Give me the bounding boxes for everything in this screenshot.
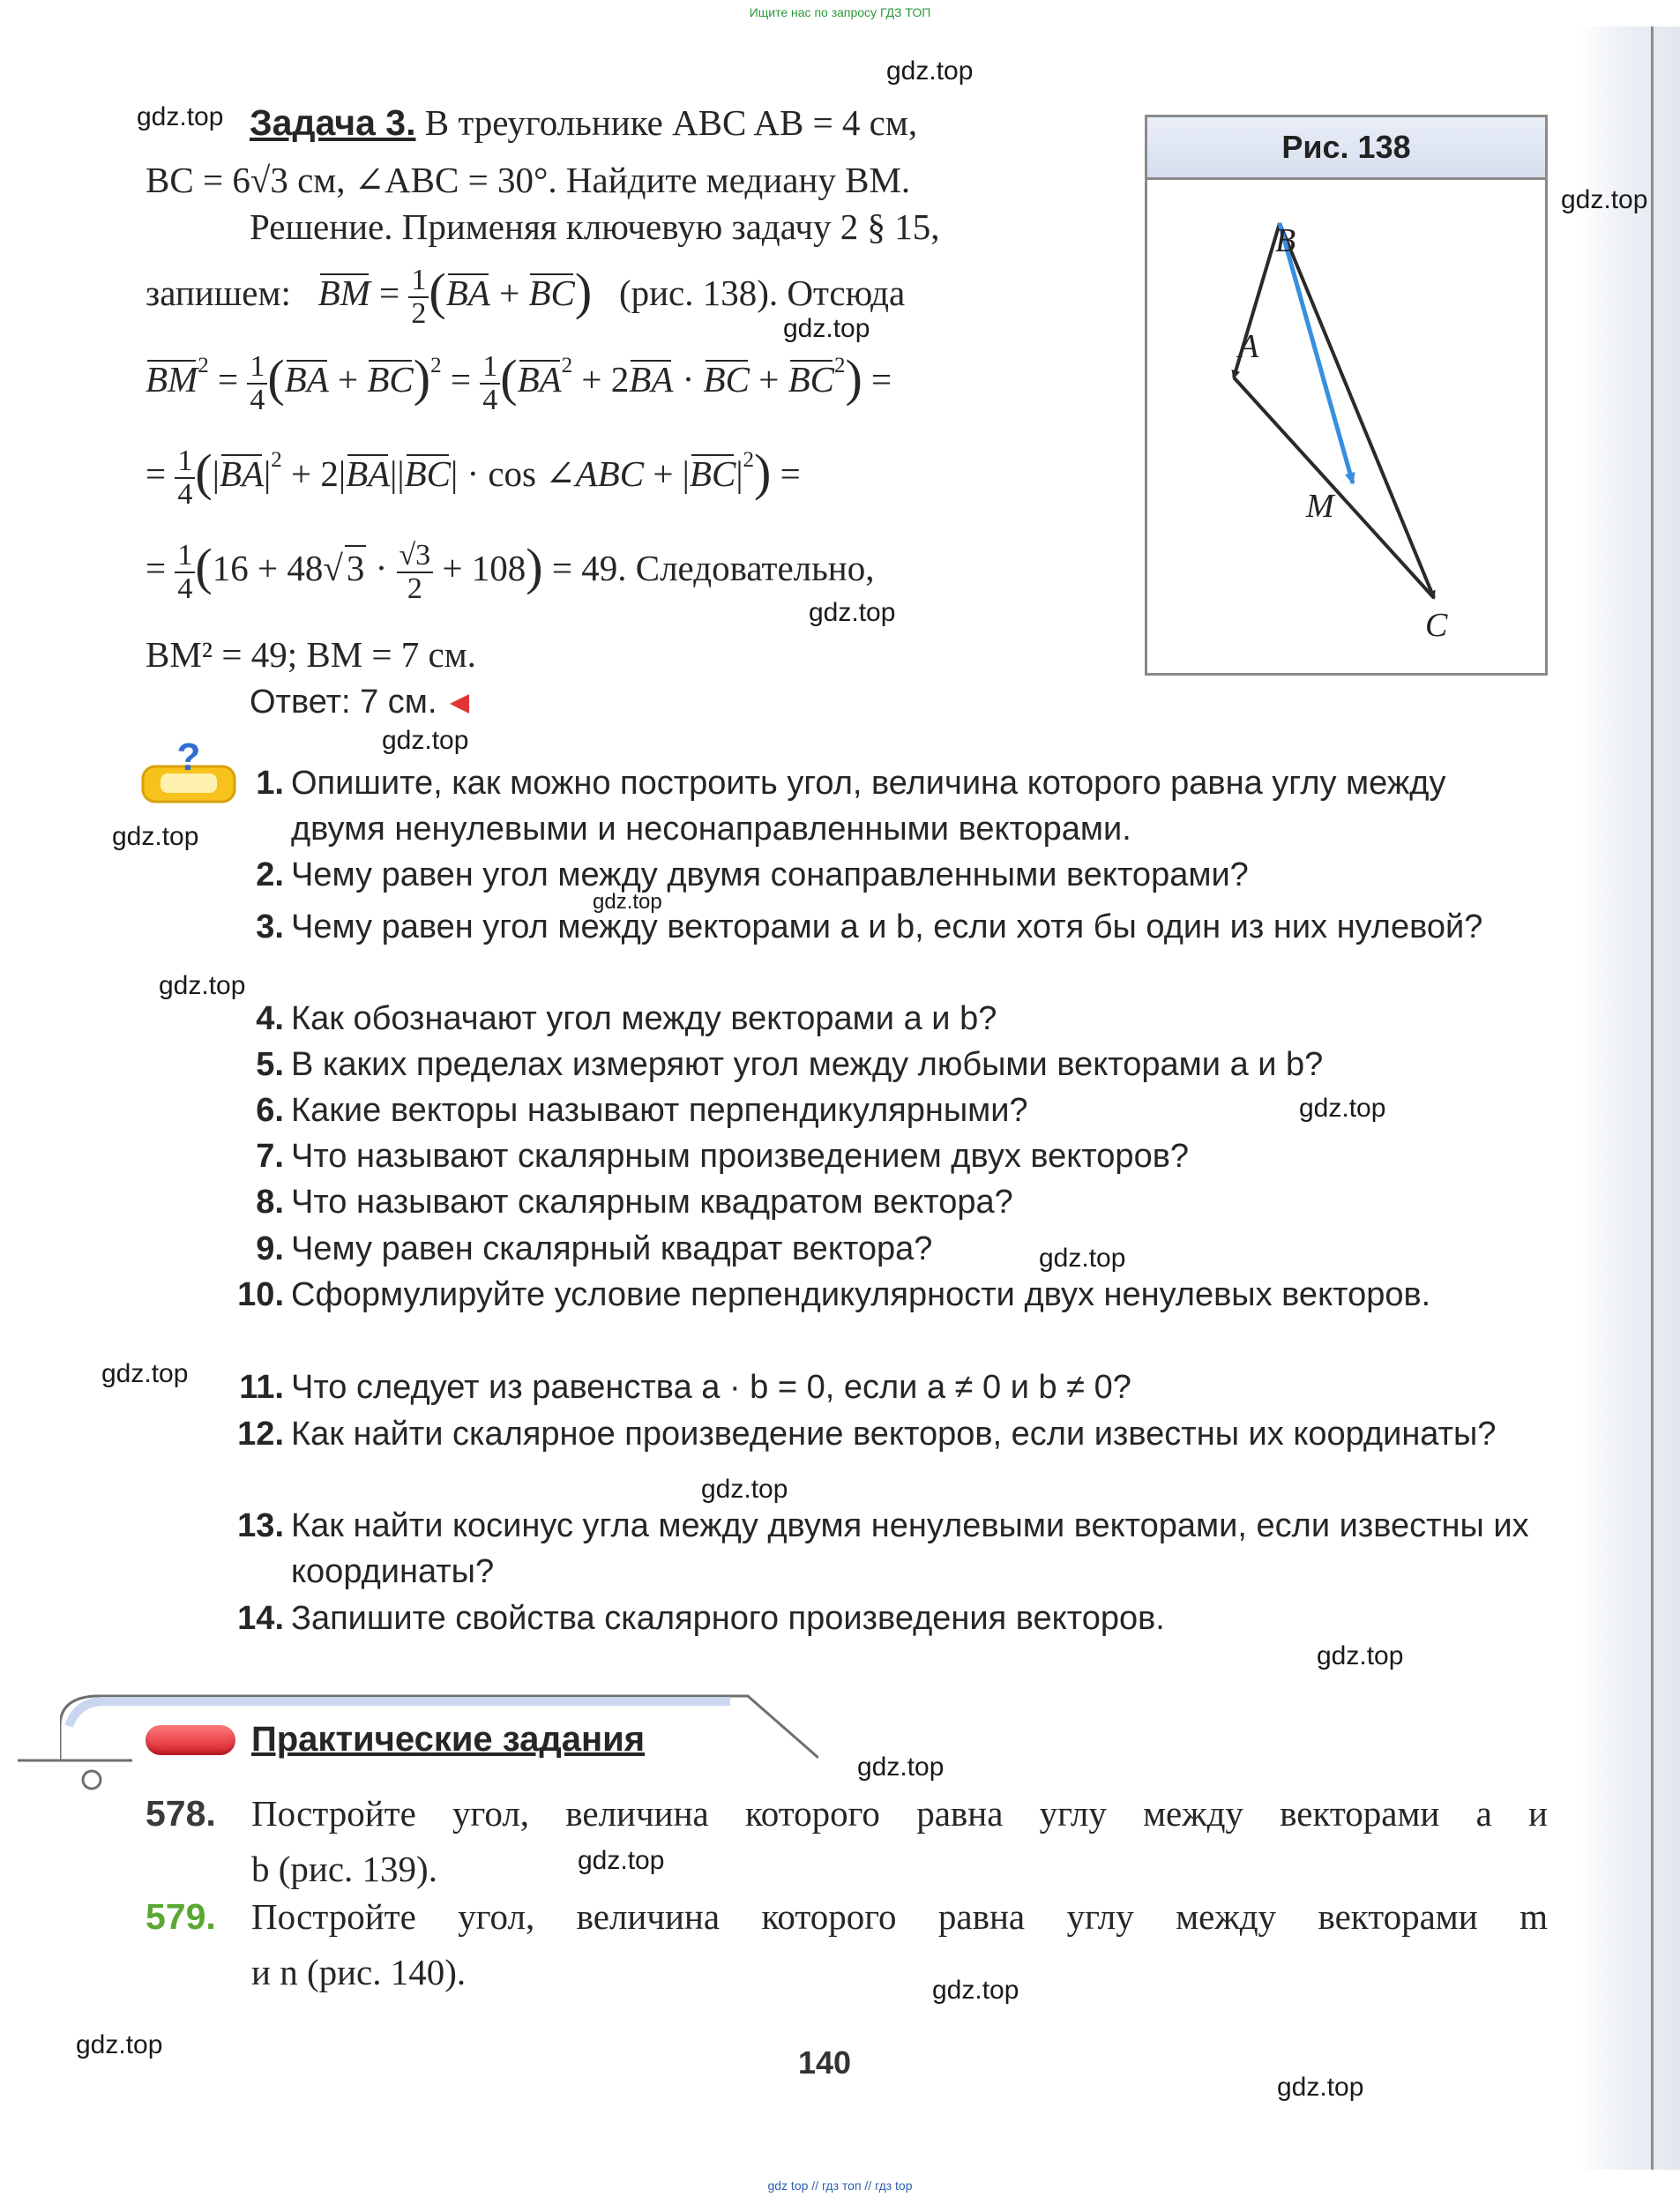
watermark: gdz.top [101, 1359, 189, 1388]
question-2: 2. Чему равен угол между двумя сонаправленными векторами? [256, 856, 1249, 893]
label-c: C [1425, 607, 1448, 644]
formula-result: = 49. Следовательно, [551, 548, 875, 589]
formula-ref: (рис. 138). Отсюда [618, 273, 906, 314]
page-gutter-shade [1579, 26, 1680, 2170]
question-10: 10. Сформулируйте условие перпендикулярности двух ненулевых векторов. [237, 1276, 1431, 1313]
triangle-diagram [1147, 117, 1545, 673]
task-statement-1: В треугольнике ABC AB = 4 см, [415, 102, 918, 143]
question-5: 5. В каких пределах измеряют угол между любыми векторами a и b? [256, 1046, 1324, 1083]
watermark: gdz.top [1039, 1244, 1126, 1273]
answer-text: Ответ: 7 см. [250, 684, 437, 721]
question-9: 9. Чему равен скалярный квадрат вектора? [256, 1230, 933, 1267]
task-conclusion: BM² = 49; BM = 7 см. [146, 634, 476, 675]
watermark: gdz.top [112, 822, 199, 851]
question-4: 4. Как обозначают угол между векторами a и b? [256, 1000, 997, 1037]
footer-note: gdz top // гдз топ // гдз top [767, 2178, 913, 2193]
watermark: gdz.top [857, 1752, 945, 1782]
question-icon [141, 736, 238, 807]
question-7: 7. Что называют скалярным произведением двух векторов? [256, 1138, 1190, 1175]
watermark: gdz.top [783, 314, 870, 343]
task-line-1 [250, 101, 917, 144]
watermark: gdz.top [701, 1475, 788, 1504]
watermark: gdz.top [137, 102, 224, 131]
formula-line-3: = $\frac{1}{4}$ ($|BA|^2 + 2|BA||BC| \cdot \cos$ ∠ABC + $|BC|^2$) = [146, 444, 801, 511]
watermark: gdz.top [886, 56, 974, 86]
question-8: 8. Что называют скалярным квадратом вектора? [256, 1184, 1013, 1221]
exercise-number: 579. [146, 1896, 216, 1937]
end-marker-icon [450, 694, 469, 714]
watermark: gdz.top [809, 598, 896, 627]
figure-138 [1145, 115, 1548, 676]
watermark: gdz.top [1299, 1094, 1386, 1123]
watermark: gdz.top [1317, 1641, 1404, 1670]
label-a: A [1238, 328, 1259, 365]
vector-bc [1280, 223, 1434, 598]
exercise-number: 578. [146, 1793, 216, 1834]
exercise-text: Постройте угол, величина которого равна углу между векторами a и [251, 1793, 1548, 1834]
task-answer [250, 684, 469, 721]
median-bm [1280, 223, 1353, 483]
question-3: 3. Чему равен угол между векторами a и b, если хотя бы один из них нулевой? [256, 908, 1483, 945]
formula-line-4: = $\frac{1}{4}$ (16 + 48√3 · $\frac{√3}{2}$ + 108) = 49. Следовательно, [146, 538, 875, 605]
page-edge [1651, 26, 1654, 2170]
watermark: gdz.top [1561, 185, 1648, 214]
practical-header-line [18, 1755, 150, 1790]
practical-header-marker [146, 1725, 235, 1755]
watermark: gdz.top [932, 1976, 1019, 2005]
task-solution-intro: Решение. Применяя ключевую задачу 2 § 15, [250, 206, 940, 247]
formula-line-1: запишем: BM = $\frac{1}{2}$ (BA + BC) (рис. 138). Отсюда [146, 263, 906, 330]
figure-caption: Рис. 138 [1147, 117, 1545, 180]
label-b: B [1275, 222, 1296, 259]
header-note: Ищите нас по запросу ГДЗ ТОП [749, 5, 931, 19]
question-11: 11. Что следует из равенства a · b = 0, если a ≠ 0 и b ≠ 0? [239, 1369, 1131, 1406]
label-m: M [1306, 488, 1334, 525]
question-12: 12. Как найти скалярное произведение векторов, если известны их координаты? [237, 1416, 1497, 1453]
svg-text:?: ? [176, 736, 201, 779]
watermark: gdz.top [76, 2030, 163, 2059]
task-statement-2: BC = 6√3 см, ∠ABC = 30°. Найдите медиану BM. [146, 160, 911, 200]
exercise-text-cont: и n (рис. 140). [251, 1952, 467, 1992]
task-title: Задача 3. [250, 102, 416, 143]
question-6: 6. Какие векторы называют перпендикулярными? [256, 1092, 1028, 1129]
question-1: 1. Опишите, как можно построить угол, величина которого равна углу между двумя ненулевыми и несонаправленными векторами. [256, 765, 1446, 848]
question-14: 14. Запишите свойства скалярного произведения векторов. [237, 1600, 1165, 1637]
formula-lead: запишем: [146, 273, 291, 314]
exercise-text: Постройте угол, величина которого равна углу между векторами m [251, 1896, 1548, 1937]
practical-title: Практические задания [251, 1720, 646, 1759]
watermark: gdz.top [1277, 2073, 1364, 2102]
question-13: 13. Как найти косинус угла между двумя ненулевыми векторами, если известны их координаты? [237, 1507, 1529, 1590]
exercise-text-cont: b (рис. 139). [251, 1849, 437, 1889]
formula-line-2: $BM^2$ = $\frac{1}{4}$ (BA + BC)$^2$ = $\frac{1}{4}$ ($BA^2 + 2BA$ · BC + $BC^2$) = [146, 349, 892, 416]
watermark: gdz.top [593, 890, 662, 914]
watermark: gdz.top [159, 971, 246, 1000]
watermark: gdz.top [578, 1846, 665, 1875]
watermark: gdz.top [382, 726, 469, 755]
page-number: 140 [798, 2044, 852, 2081]
